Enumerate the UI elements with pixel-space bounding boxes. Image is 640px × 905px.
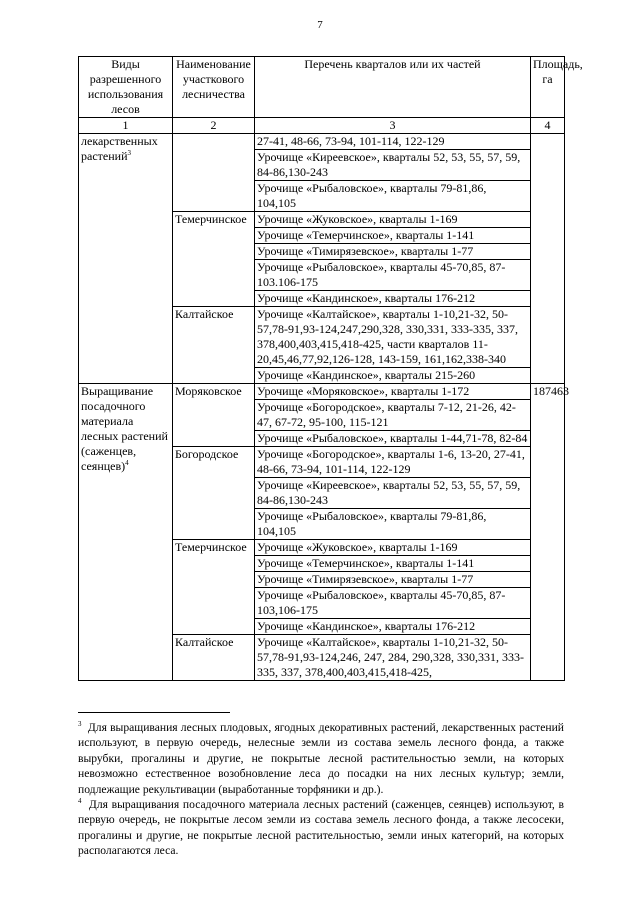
table-row: [79, 384, 565, 400]
area-cell: 187463: [531, 384, 565, 681]
header-usage-type: Виды разрешенного использования лесов: [79, 57, 173, 118]
footnotes: [78, 720, 564, 859]
quarters-table: [78, 56, 583, 681]
quarters-cell: Урочище «Темерчинское», кварталы 1-141: [255, 556, 531, 572]
col-number-2: 2: [173, 118, 255, 134]
quarters-cell: Урочище «Кандинское», кварталы 215-260: [255, 368, 531, 384]
footnote-ref: 3: [127, 149, 131, 157]
quarters-cell: Урочище «Темерчинское», кварталы 1-141: [255, 228, 531, 244]
usage-type-cell: [79, 134, 173, 384]
footnote-separator: [78, 712, 230, 713]
quarters-cell: Урочище «Рыбаловское», кварталы 79-81,86, 104,105: [255, 181, 531, 212]
forestry-cell: Калтайское: [173, 635, 255, 681]
quarters-cell: Урочище «Тимирязевское», кварталы 1-77: [255, 244, 531, 260]
quarters-cell: Урочище «Рыбаловское», кварталы 79-81,86, 104,105: [255, 509, 531, 540]
quarters-cell: Урочище «Кандинское», кварталы 176-212: [255, 619, 531, 635]
quarters-cell: Урочище «Рыбаловское», кварталы 45-70,85, 87-103,106-175: [255, 588, 531, 619]
forestry-cell: [173, 134, 255, 212]
forestry-cell: Темерчинское: [173, 540, 255, 635]
quarters-cell: Урочище «Рыбаловское», кварталы 45-70,85, 87-103.106-175: [255, 260, 531, 291]
page-number: 7: [317, 19, 323, 31]
table-row: [79, 134, 565, 150]
quarters-cell: Урочище «Калтайское», кварталы 1-10,21-32, 50-57,78-91,93-124,247,290,328, 330,331, 333-335, 337, 378,400,403,415,418-425, части кварталов 11-20,45,46,77,92,126-128, 143-159, 161,162,338-340: [255, 307, 531, 368]
footnote-text: Для выращивания посадочного материала лесных растений (саженцев, сеянцев) используют, в первую очередь, не покрытые лесом земли из состава земель лесного фонда, а также лесосеки, прогалины и другие, не покрытые лесной растительностью, земли иных категорий, на которых располагаются леса.: [78, 798, 564, 858]
header-forestry-name: Наименование участкового лесничества: [173, 57, 255, 118]
quarters-cell: Урочище «Тимирязевское», кварталы 1-77: [255, 572, 531, 588]
quarters-cell: Урочище «Киреевское», кварталы 52, 53, 55, 57, 59, 84-86,130-243: [255, 150, 531, 181]
quarters-cell: Урочище «Богородское», кварталы 1-6, 13-20, 27-41, 48-66, 73-94, 101-114, 122-129: [255, 447, 531, 478]
footnote: [78, 720, 564, 797]
usage-type-text: Выращивание посадочного материала лесных растений (саженцев, сеянцев): [81, 384, 168, 473]
quarters-cell: Урочище «Кандинское», кварталы 176-212: [255, 291, 531, 307]
quarters-cell: Урочище «Рыбаловское», кварталы 1-44,71-78, 82-84: [255, 431, 531, 447]
col-number-3: 3: [255, 118, 531, 134]
header-row: [79, 57, 565, 118]
col-number-4: 4: [531, 118, 565, 134]
forestry-cell: Моряковское: [173, 384, 255, 447]
forestry-cell: Богородское: [173, 447, 255, 540]
table-body: [79, 57, 583, 681]
quarters-cell: Урочище «Калтайское», кварталы 1-10,21-32, 50-57,78-91,93-124,246, 247, 284, 290,328, 330,331, 333-335, 337, 378,400,403,415,418-425,: [255, 635, 531, 681]
footnote-mark: 3: [78, 720, 82, 729]
footnote: [78, 797, 564, 859]
quarters-cell: Урочище «Жуковское», кварталы 1-169: [255, 212, 531, 228]
quarters-cell: Урочище «Моряковское», кварталы 1-172: [255, 384, 531, 400]
usage-type-text: лекарственных растений: [81, 134, 158, 163]
footnote-ref: 4: [125, 459, 129, 467]
usage-type-cell: [79, 384, 173, 681]
area-cell: [531, 134, 565, 384]
forestry-cell: Калтайское: [173, 307, 255, 384]
quarters-cell: Урочище «Жуковское», кварталы 1-169: [255, 540, 531, 556]
forestry-cell: Темерчинское: [173, 212, 255, 307]
footnote-text: Для выращивания лесных плодовых, ягодных декоративных растений, лекарственных растений используют, в первую очередь, нелесные земли из состава земель лесного фонда, а также вырубки, прогалины и другие, не покрытые лесной растительностью земли, на которых невозможно естественное возобновление леса до посадки на них лесных культур; земли, подлежащие рекультивации (выработанные торфяники и др.).: [78, 721, 564, 796]
header-quarters-list: Перечень кварталов или их частей: [255, 57, 531, 118]
quarters-cell: 27-41, 48-66, 73-94, 101-114, 122-129: [255, 134, 531, 150]
column-number-row: [79, 118, 565, 134]
col-number-1: 1: [79, 118, 173, 134]
quarters-cell: Урочище «Богородское», кварталы 7-12, 21-26, 42-47, 67-72, 95-100, 115-121: [255, 400, 531, 431]
header-area: Площадь, га: [531, 57, 565, 118]
quarters-cell: Урочище «Киреевское», кварталы 52, 53, 55, 57, 59, 84-86,130-243: [255, 478, 531, 509]
footnote-mark: 4: [78, 797, 82, 806]
